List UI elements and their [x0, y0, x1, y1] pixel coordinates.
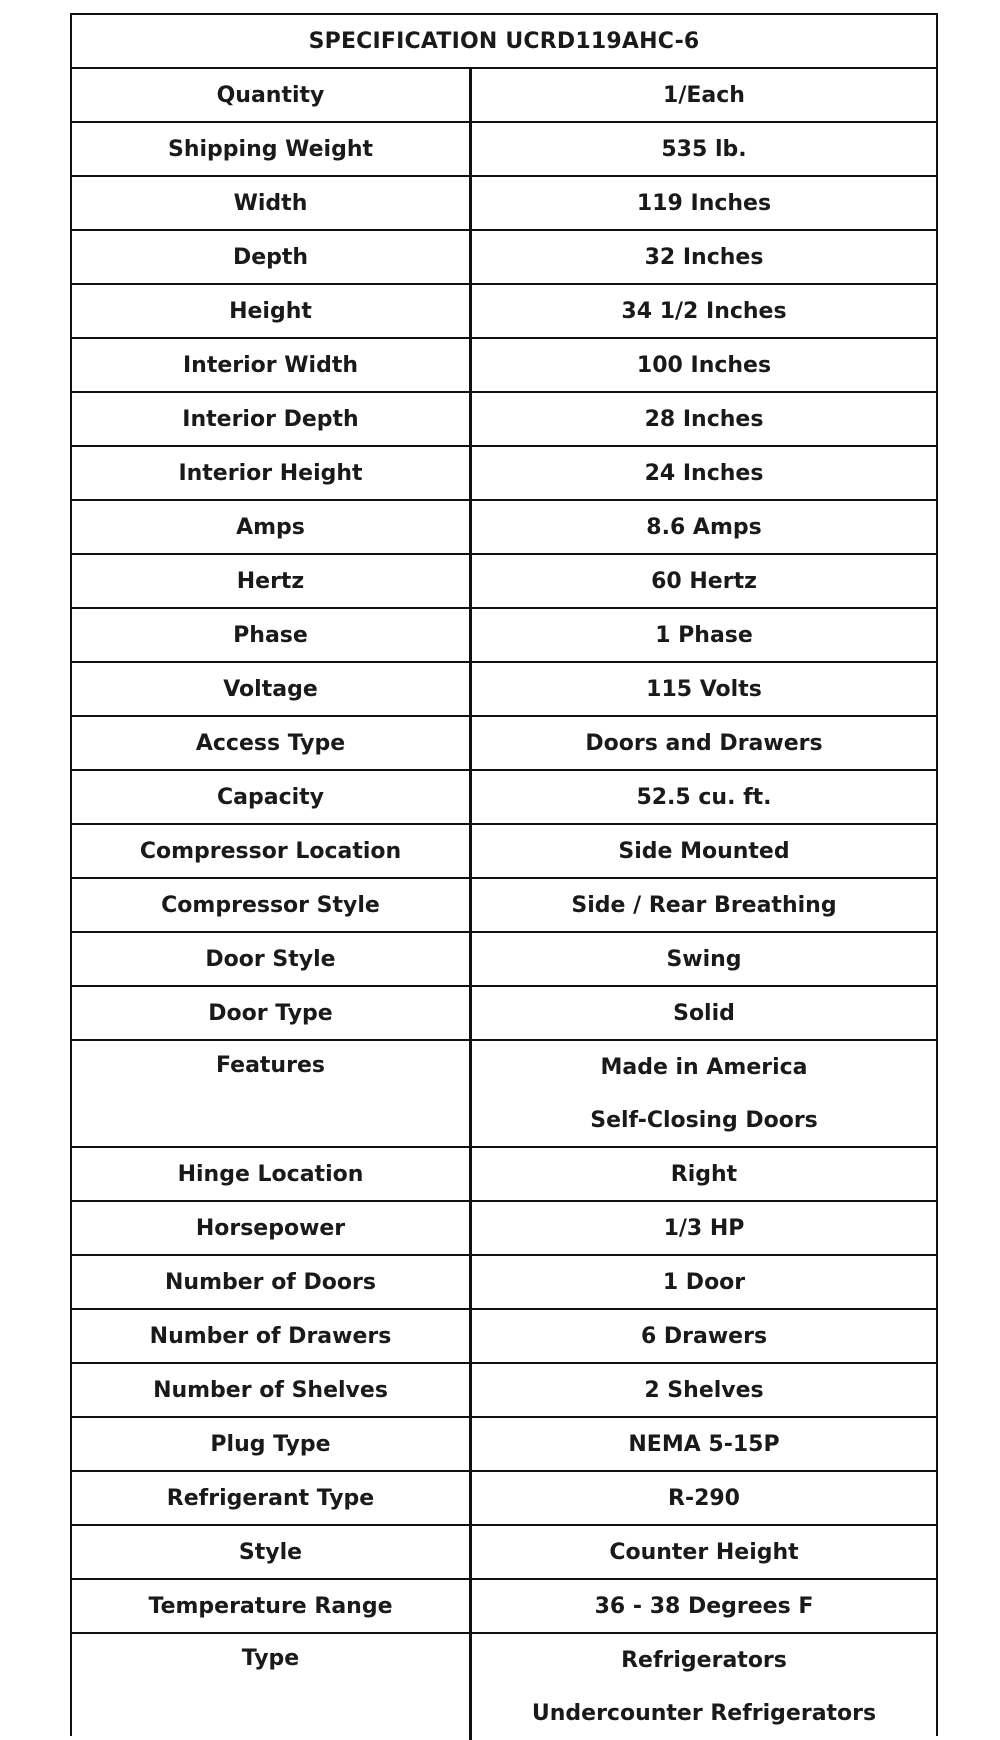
spec-label: Number of Drawers [72, 1310, 472, 1362]
spec-value [472, 1634, 936, 1740]
table-row [72, 1364, 936, 1418]
spec-value-line: 60 Hertz [651, 568, 757, 594]
spec-value-line: Side / Rear Breathing [571, 892, 837, 918]
spec-value [472, 987, 936, 1039]
spec-value [472, 231, 936, 283]
spec-label: Capacity [72, 771, 472, 823]
spec-value [472, 1526, 936, 1578]
spec-value [472, 771, 936, 823]
table-row [72, 1634, 936, 1740]
spec-value-line: Self-Closing Doors [590, 1108, 818, 1133]
spec-label: Amps [72, 501, 472, 553]
spec-value-line: 1/3 HP [663, 1215, 745, 1241]
spec-value [472, 825, 936, 877]
table-row [72, 1202, 936, 1256]
spec-label: Horsepower [72, 1202, 472, 1254]
spec-value-line: 1/Each [663, 82, 745, 108]
table-row [72, 393, 936, 447]
spec-label: Hinge Location [72, 1148, 472, 1200]
table-row [72, 717, 936, 771]
spec-value-line: 32 Inches [644, 244, 764, 270]
spec-label: Door Type [72, 987, 472, 1039]
table-row [72, 825, 936, 879]
spec-value-line: 8.6 Amps [646, 514, 762, 540]
spec-label: Features [72, 1041, 472, 1146]
spec-value [472, 1148, 936, 1200]
spec-value-line: 34 1/2 Inches [621, 298, 787, 324]
spec-rows [72, 69, 936, 1740]
spec-value-line: R-290 [668, 1485, 740, 1511]
table-row [72, 1041, 936, 1148]
table-row [72, 1418, 936, 1472]
spec-label: Style [72, 1526, 472, 1578]
spec-value [472, 663, 936, 715]
spec-label: Depth [72, 231, 472, 283]
spec-value [472, 933, 936, 985]
table-row [72, 447, 936, 501]
spec-label: Plug Type [72, 1418, 472, 1470]
table-title: SPECIFICATION UCRD119AHC-6 [72, 15, 936, 69]
spec-value-line: NEMA 5-15P [628, 1431, 780, 1457]
spec-value-line: 100 Inches [636, 352, 772, 378]
spec-label: Width [72, 177, 472, 229]
spec-value [472, 1310, 936, 1362]
spec-value [472, 69, 936, 121]
spec-value [472, 717, 936, 769]
spec-value [472, 609, 936, 661]
spec-label: Door Style [72, 933, 472, 985]
table-row [72, 663, 936, 717]
spec-label: Temperature Range [72, 1580, 472, 1632]
spec-value-line: Refrigerators [621, 1648, 787, 1673]
table-row [72, 1256, 936, 1310]
table-row [72, 555, 936, 609]
table-row [72, 231, 936, 285]
spec-value [472, 177, 936, 229]
spec-label: Height [72, 285, 472, 337]
table-row [72, 879, 936, 933]
spec-value-line: 6 Drawers [640, 1323, 768, 1349]
table-row [72, 123, 936, 177]
spec-label: Hertz [72, 555, 472, 607]
table-row [72, 771, 936, 825]
spec-value [472, 339, 936, 391]
spec-value [472, 1472, 936, 1524]
table-row [72, 1148, 936, 1202]
spec-label: Refrigerant Type [72, 1472, 472, 1524]
table-row [72, 1310, 936, 1364]
table-row [72, 1472, 936, 1526]
spec-label: Interior Depth [72, 393, 472, 445]
spec-label: Interior Height [72, 447, 472, 499]
spec-value-line: Made in America [600, 1055, 808, 1080]
spec-label: Number of Shelves [72, 1364, 472, 1416]
spec-value [472, 1418, 936, 1470]
spec-label: Access Type [72, 717, 472, 769]
spec-value-line: 2 Shelves [644, 1377, 764, 1403]
spec-value-line: Right [670, 1161, 738, 1187]
spec-value-line: 535 lb. [661, 136, 747, 162]
spec-value-line: 28 Inches [644, 406, 764, 432]
spec-value-line: 36 - 38 Degrees F [594, 1593, 814, 1619]
spec-value [472, 1202, 936, 1254]
spec-value-line: 115 Volts [646, 676, 762, 702]
table-row [72, 1580, 936, 1634]
table-row [72, 339, 936, 393]
spec-table [70, 13, 938, 1736]
table-row [72, 1526, 936, 1580]
table-row [72, 933, 936, 987]
table-row [72, 501, 936, 555]
spec-value [472, 879, 936, 931]
spec-value-line: Swing [666, 946, 742, 972]
spec-value [472, 555, 936, 607]
spec-value-line: 119 Inches [636, 190, 772, 216]
spec-value [472, 123, 936, 175]
table-row [72, 177, 936, 231]
spec-label: Compressor Location [72, 825, 472, 877]
spec-value [472, 1256, 936, 1308]
spec-label: Interior Width [72, 339, 472, 391]
spec-value-line: Undercounter Refrigerators [531, 1701, 877, 1726]
spec-value-line: Solid [673, 1000, 735, 1026]
spec-label: Number of Doors [72, 1256, 472, 1308]
spec-value-line: Doors and Drawers [585, 730, 823, 756]
spec-label: Type [72, 1634, 472, 1740]
spec-value [472, 285, 936, 337]
spec-label: Quantity [72, 69, 472, 121]
spec-value-line: 24 Inches [644, 460, 764, 486]
table-row [72, 987, 936, 1041]
spec-value-line: 1 Phase [655, 622, 753, 648]
spec-label: Shipping Weight [72, 123, 472, 175]
spec-value [472, 1580, 936, 1632]
spec-value [472, 1364, 936, 1416]
table-row [72, 609, 936, 663]
table-row [72, 285, 936, 339]
spec-value-line: 52.5 cu. ft. [636, 784, 772, 810]
spec-value-line: 1 Door [662, 1269, 746, 1295]
spec-value-line: Side Mounted [618, 838, 790, 864]
spec-value [472, 1041, 936, 1146]
spec-value [472, 501, 936, 553]
table-row [72, 69, 936, 123]
spec-label: Voltage [72, 663, 472, 715]
spec-label: Phase [72, 609, 472, 661]
spec-label: Compressor Style [72, 879, 472, 931]
spec-value [472, 447, 936, 499]
spec-value [472, 393, 936, 445]
spec-value-line: Counter Height [609, 1539, 799, 1565]
